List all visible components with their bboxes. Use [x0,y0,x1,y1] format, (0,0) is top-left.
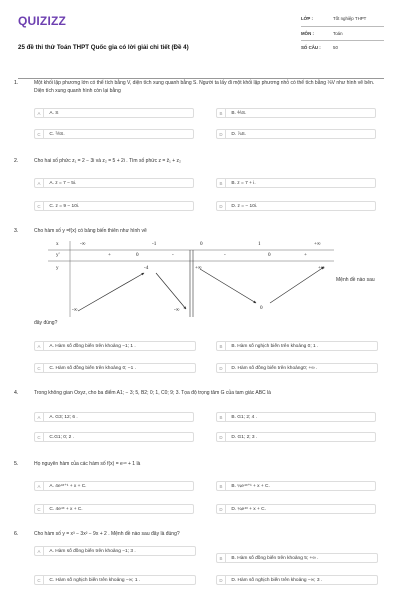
x-value: 0 [200,241,203,247]
option-text: A. 4e⁴ˣ⁺¹ + x + C. [49,483,87,489]
y-label: y [56,265,59,271]
question-number: 1. [14,80,19,86]
option-text: B. ¼e⁴ˣ⁺¹ + x + C. [231,483,270,489]
option-letter: D [216,363,226,373]
option-c[interactable] [34,575,196,585]
x-value: +∞ [314,241,321,247]
y-value: -∞ [174,307,180,313]
option-d[interactable] [216,432,376,442]
header-divider [18,78,384,79]
x-value: -∞ [80,241,86,247]
option-letter: D [216,201,226,211]
option-d[interactable] [216,575,378,585]
option-a[interactable] [34,546,196,556]
dy-sign: - [172,252,174,258]
question-6 [14,531,386,597]
option-d[interactable] [216,201,376,211]
option-text: D. Hàm số nghịch biến trên khoảng −∞; 3 . [231,577,323,583]
option-letter: C [34,129,44,139]
question-text: Cho hàm số y =f(x) có bảng biến thiên như hình vẽ [34,228,147,234]
option-letter: C [34,201,44,211]
question-1 [14,80,386,150]
question-text: Một khối lập phương lớn có thể tích bằng V, diện tích xung quanh bằng S. Người ta lấy đi một khối lập phương nhỏ có thể tích bằng ⅛V như hình vẽ bên. Diện tích xung quanh hình còn lại bằng [34,80,375,94]
option-text: C. z = 9 − 10i. [49,203,80,209]
option-text: C. 4e⁴ˣ + x + C. [49,506,83,512]
dy-sign: 0 [268,252,271,258]
option-text: C. ⅚S. [49,131,65,137]
question-2 [14,158,386,216]
option-b[interactable] [216,553,378,563]
option-c[interactable] [34,201,194,211]
meta-row-class [301,12,384,26]
y-value: +∞ [318,265,325,271]
worksheet-header [18,12,384,58]
option-a[interactable] [34,341,196,351]
question-text: Họ nguyên hàm của các hàm số f(x) = e⁴ˣ + 1 là [34,461,141,467]
question-5 [14,461,386,521]
option-c[interactable] [34,504,194,514]
quizizz-logo[interactable]: QUIZIZZ [18,14,67,28]
meta-row-subject [301,26,384,40]
option-letter: C [34,575,44,585]
option-text: B. Hàm số đồng biến trên khoảng 5; +∞ . [231,555,319,561]
option-text: A. S [49,110,59,116]
option-letter: A [34,108,44,118]
option-a[interactable] [34,108,194,118]
option-text: B. Hàm số nghịch biến trên khoảng 0; 1 . [231,343,319,349]
y-value: 0 [260,305,263,311]
option-text: A. z = 7 − 5i. [49,180,77,186]
option-text: D. G1; 2; 3 . [231,434,258,440]
option-text: C. Hàm số nghịch biến trên khoảng −∞; 1 . [49,577,141,583]
option-d[interactable] [216,363,378,373]
option-letter: D [216,504,226,514]
y-value: -∞ [72,307,78,313]
option-letter: A [34,341,44,351]
option-text: B. ⅘S. [231,110,247,116]
question-number: 4. [14,390,19,396]
option-text: D. ⅞S. [231,131,247,137]
option-text: B. G1; 2; 4 . [231,414,258,420]
question-number: 5. [14,461,19,467]
option-letter: A [34,412,44,422]
question-text: Cho hàm số y = x³ − 3x² − 9x + 2 . Mệnh đề nào sau đây là đúng? [34,531,180,537]
option-letter: B [216,553,226,563]
option-b[interactable] [216,412,376,422]
option-c[interactable] [34,129,194,139]
option-text: D. ¼e⁴ˣ + x + C. [231,506,266,512]
option-letter: B [216,481,226,491]
option-text: A. G3; 12; 6 . [49,414,78,420]
meta-value: Tốt nghiệp THPT [333,12,384,26]
option-text: C. Hàm số đồng biến trên khoảng 0; −1 . [49,365,136,371]
option-b[interactable] [216,108,376,118]
option-a[interactable] [34,178,194,188]
option-text: A. Hàm số đồng biến trên khoảng −1; 1 . [49,343,136,349]
meta-label: LỚP : [301,12,333,26]
question-text-continuation: đây đúng? [34,320,58,326]
question-4 [14,390,386,450]
dy-label: y' [56,252,60,258]
question-text: Trong không gian Oxyz, cho ba điểm A1; − 3; 5, B2; 0; 1, C0; 9; 3. Tọa độ trọng tâm G của tam giác ABC là [34,390,271,396]
option-letter: D [216,432,226,442]
option-b[interactable] [216,341,378,351]
dy-sign: 0 [136,252,139,258]
option-letter: B [216,341,226,351]
meta-label: SỐ CÂU : [301,44,321,50]
option-b[interactable] [216,481,376,491]
variation-table-lines [48,241,334,317]
question-text: Cho hai số phức z₁ = 2 − 3i và z₂ = 5 + 2i . Tìm số phức z = z̄₁ + z₂ [34,158,181,164]
option-text: D. Hàm số đồng biến trên khoảng0; +∞ . [231,365,318,371]
meta-table [301,12,384,54]
question-number: 6. [14,531,19,537]
option-text: D. z = − 10i. [231,203,258,209]
y-value: -4 [144,265,149,271]
question-number: 2. [14,158,19,164]
variation-table [48,241,334,317]
dy-sign: + [304,252,307,258]
option-text: B. z = 7 + i. [231,180,256,186]
option-letter: D [216,575,226,585]
dy-sign: + [108,252,111,258]
option-letter: C [34,432,44,442]
option-c[interactable] [34,432,194,442]
y-value: +∞ [195,265,202,271]
meta-value: 50 [333,44,338,50]
x-value: -1 [152,241,157,247]
option-text: C.G1; 0; 2 . [49,434,74,440]
option-a[interactable] [34,481,194,491]
option-b[interactable] [216,178,376,188]
x-value: 1 [258,241,261,247]
option-letter: C [34,504,44,514]
option-letter: B [216,178,226,188]
option-a[interactable] [34,412,194,422]
x-label: x [56,241,59,247]
option-letter: C [34,363,44,373]
option-letter: D [216,129,226,139]
question-text-after-table: Mệnh đề nào sau [336,277,375,283]
option-d[interactable] [216,504,376,514]
meta-row-count [301,40,384,54]
option-text: A. Hàm số đồng biến trên khoảng −1; 3 . [49,548,136,554]
option-letter: A [34,178,44,188]
meta-label: MÔN : [301,26,333,40]
option-letter: A [34,546,44,556]
option-letter: A [34,481,44,491]
option-letter: B [216,108,226,118]
option-c[interactable] [34,363,196,373]
option-d[interactable] [216,129,376,139]
option-letter: B [216,412,226,422]
page-title: 25 đề thi thử Toán THPT Quốc gia có lời giải chi tiết (Đề 4) [18,44,189,51]
dy-sign: - [224,252,226,258]
meta-value: Toán [333,26,384,40]
question-number: 3. [14,228,19,234]
